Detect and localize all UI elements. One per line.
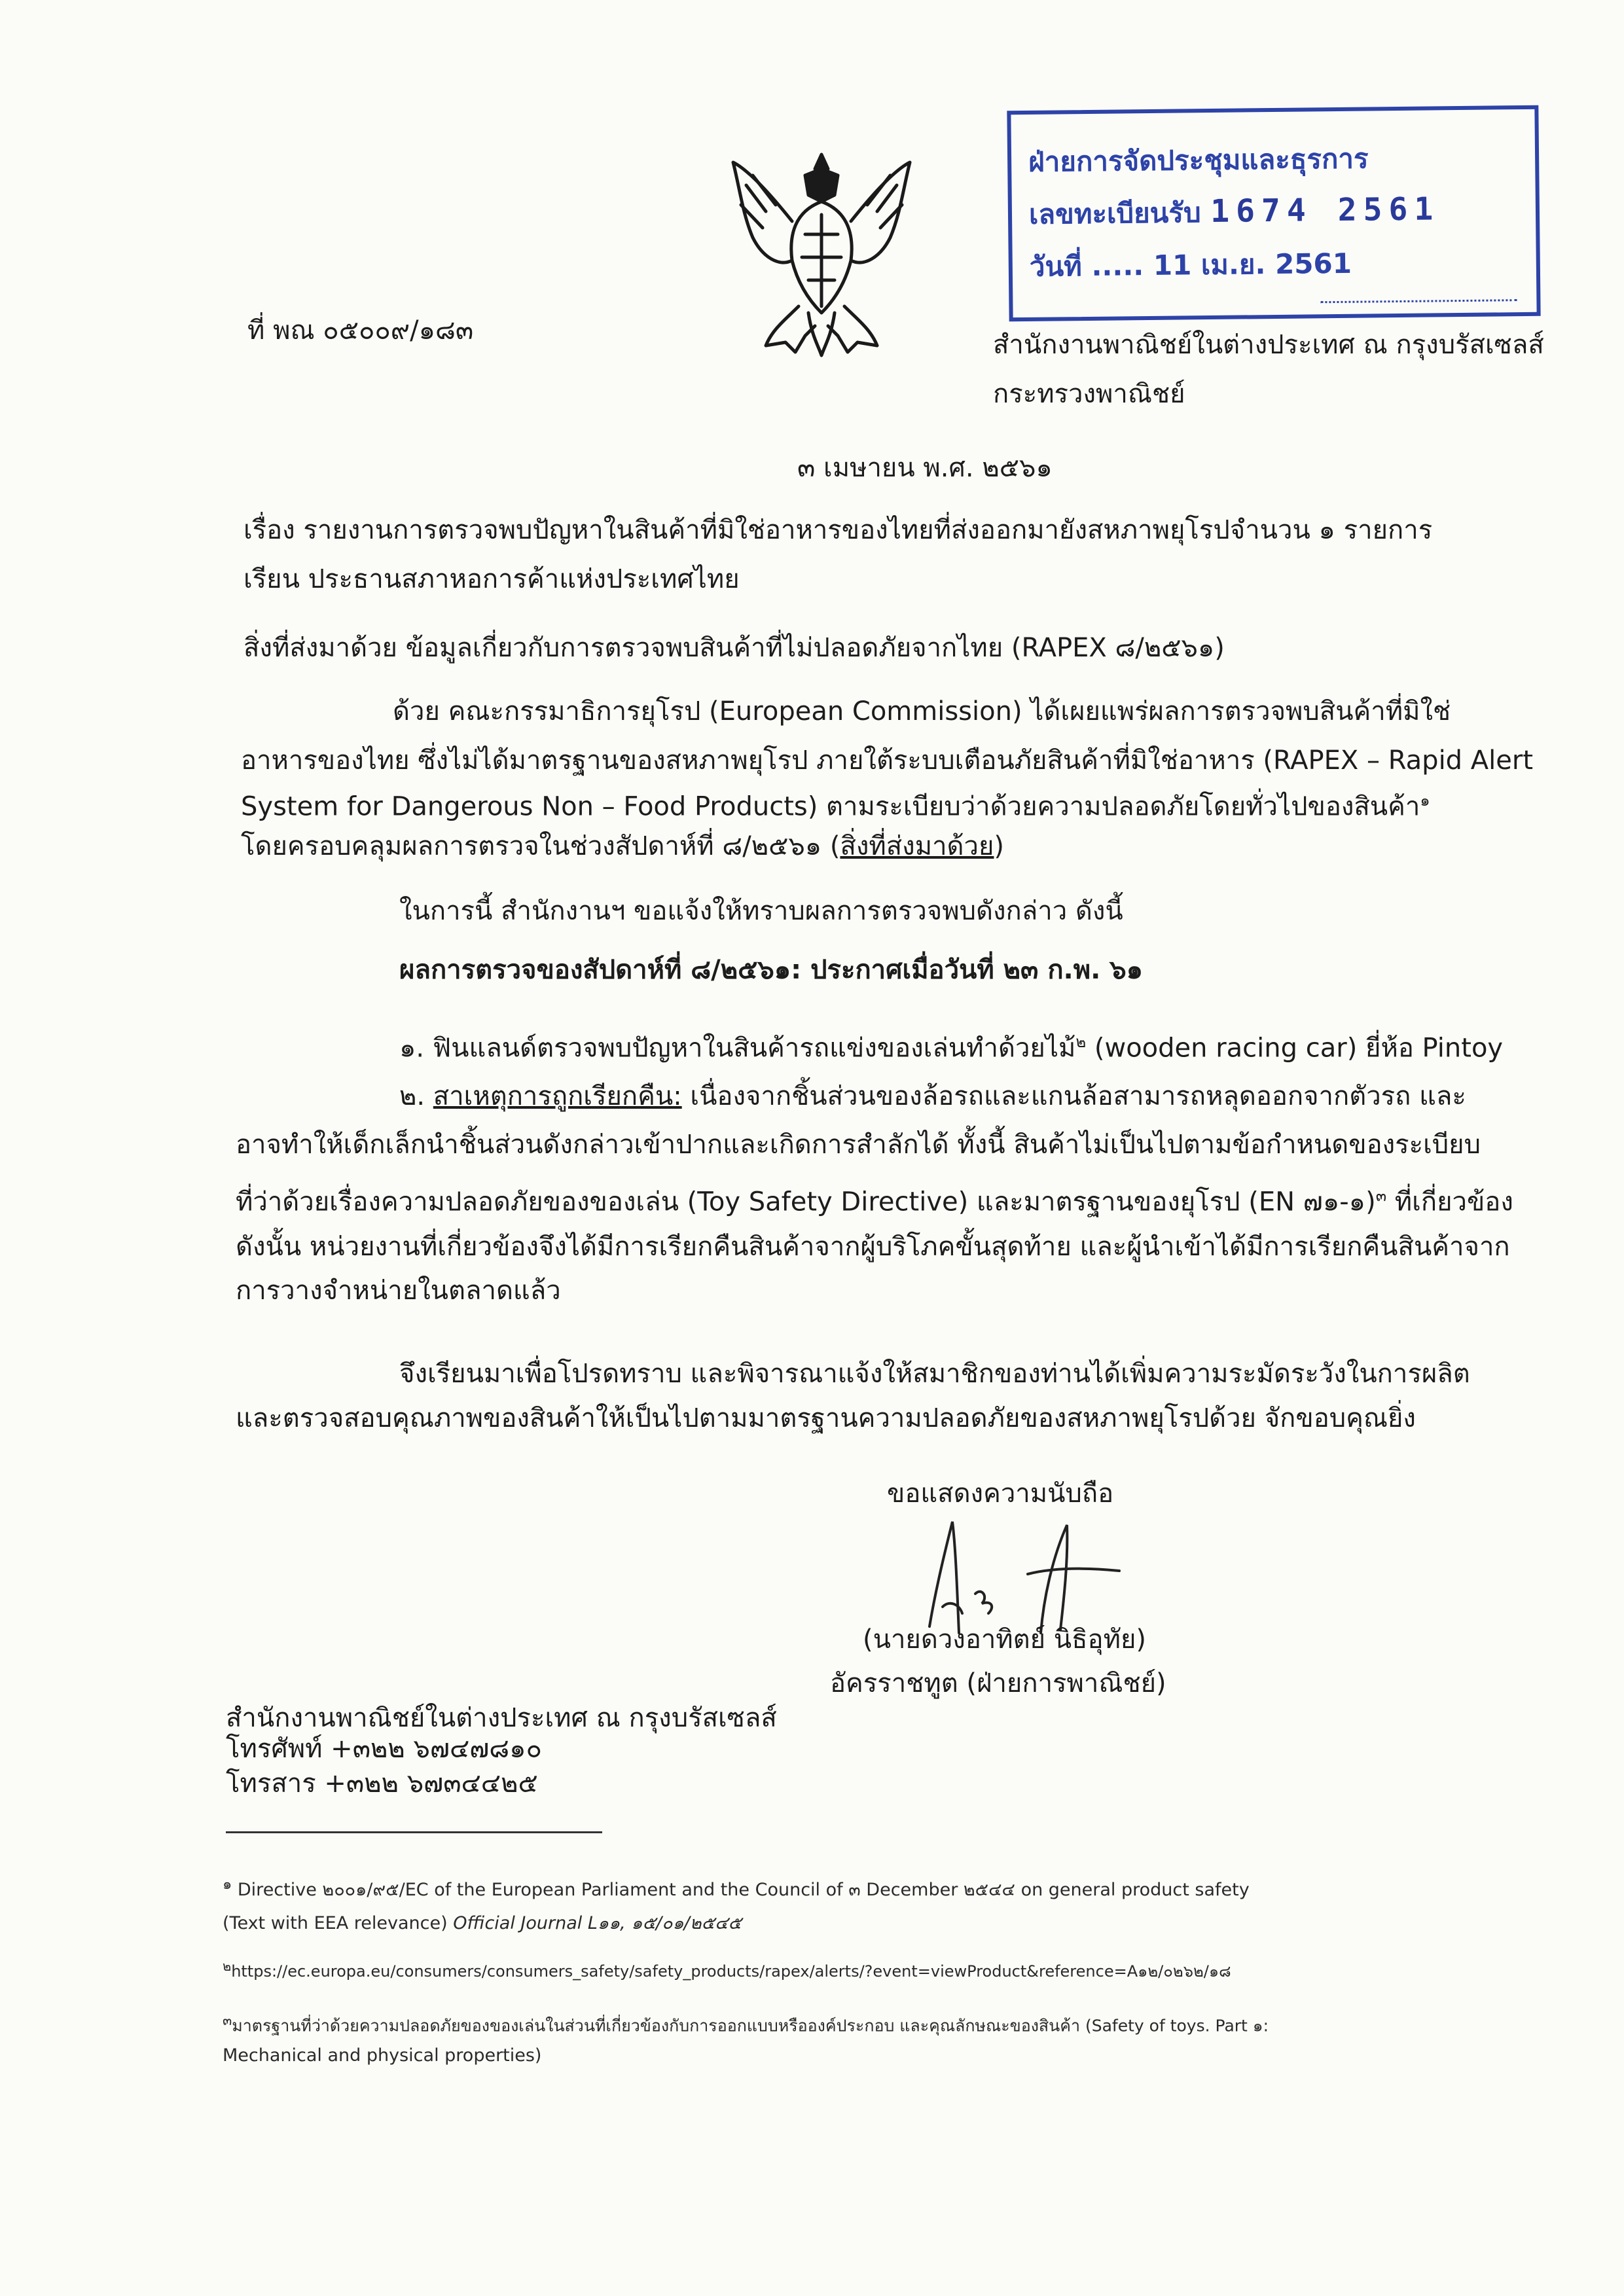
footnote-1-mark: ๑ xyxy=(223,1876,232,1893)
stamp-department: ฝ่ายการจัดประชุมและธุรการ xyxy=(1028,142,1369,178)
footnote-1-line-2 xyxy=(223,1911,742,1936)
paragraph-1-line-4-close: ) xyxy=(994,831,1005,861)
footnote-ref-2: ๒ xyxy=(1075,1033,1087,1051)
item-1-product: (wooden racing car) ยี่ห้อ Pintoy xyxy=(1086,1033,1504,1064)
stamp-registration-label: เลขทะเบียนรับ xyxy=(1028,196,1201,230)
letter-date: ๓ เมษายน พ.ศ. ๒๕๖๑ xyxy=(797,453,1053,483)
contact-office: สำนักงานพาณิชย์ในต่างประเทศ ณ กรุงบรัสเซลส์ xyxy=(226,1703,777,1733)
recipient-line: เรียน ประธานสภาหอการค้าแห่งประเทศไทย xyxy=(244,564,740,594)
footnote-ref-1: ๑ xyxy=(1420,791,1430,810)
closing-salutation: ขอแสดงความนับถือ xyxy=(887,1479,1114,1509)
footnote-divider xyxy=(226,1831,602,1833)
footnote-1-line-2-text: (Text with EEA relevance) xyxy=(223,1913,454,1933)
footnote-1-line-1 xyxy=(223,1872,1250,1903)
contact-phone: โทรศัพท์ +๓๒๒ ๖๗๔๗๘๑๐ xyxy=(226,1734,542,1764)
stamp-dotted-line xyxy=(1320,299,1517,303)
sender-ministry: กระทรวงพาณิชย์ xyxy=(993,379,1185,409)
week-results-heading: ผลการตรวจของสัปดาห์ที่ ๘/๒๕๖๑: ประกาศเมื่อวันที่ ๒๓ ก.พ. ๖๑ xyxy=(399,955,1143,985)
attachment-reference: สิ่งที่ส่งมาด้วย xyxy=(840,831,994,861)
item-2-line-5: การวางจำหน่ายในตลาดแล้ว xyxy=(236,1276,561,1306)
footnote-3-line-2: Mechanical and physical properties) xyxy=(223,2045,542,2066)
footnote-1-text: Directive ๒๐๐๑/๙๕/EC of the European Parliament and the Council of ๓ December ๒๕๔๔ on general product safety xyxy=(237,1880,1250,1900)
signatory-name: (นายดวงอาทิตย์ นิธิอุทัย) xyxy=(863,1624,1146,1655)
footnote-2-url: https://ec.europa.eu/consumers/consumers_safety/safety_products/rapex/alerts/?event=viewProduct&reference=A๑๒/๐๒๖๒/๑๘ xyxy=(231,1962,1231,1981)
item-2-line-3-text: ที่ว่าด้วยเรื่องความปลอดภัยของของเล่น (Toy Safety Directive) และมาตรฐานของยุโรป (EN ๗๑-๑) xyxy=(236,1187,1376,1217)
item-2-line-1-text: เนื่องจากชิ้นส่วนของล้อรถและแกนล้อสามารถหลุดออกจากตัวรถ และ xyxy=(681,1081,1466,1111)
body-paragraph-2: ในการนี้ สำนักงานฯ ขอแจ้งให้ทราบผลการตรวจพบดังกล่าว ดังนี้ xyxy=(399,896,1123,926)
body-paragraph-1-line-3 xyxy=(241,783,1430,824)
footnote-3-mark: ๓ xyxy=(223,2013,232,2028)
receipt-stamp xyxy=(1007,105,1540,321)
item-2-line-4: ดังนั้น หน่วยงานที่เกี่ยวข้องจึงได้มีการเรียกคืนสินค้าจากผู้บริโภคขั้นสุดท้าย และผู้นำเข้าได้มีการเรียกคืนสินค้าจาก xyxy=(236,1232,1510,1262)
body-paragraph-1-line-2: อาหารของไทย ซึ่งไม่ได้มาตรฐานของสหภาพยุโรป ภายใต้ระบบเตือนภัยสินค้าที่มิใช่อาหาร (RAPEX – Rapid Alert xyxy=(241,745,1534,776)
footnote-1-journal: Official Journal xyxy=(453,1913,583,1933)
paragraph-1-line-4-text: โดยครอบคลุมผลการตรวจในช่วงสัปดาห์ที่ ๘/๒๕๖๑ ( xyxy=(241,831,840,861)
garuda-emblem-icon xyxy=(727,149,916,359)
item-1-text: ๑. ฟินแลนด์ตรวจพบปัญหาในสินค้ารถแข่งของเล่นทำด้วยไม้ xyxy=(399,1033,1076,1064)
closing-paragraph-line-2: และตรวจสอบคุณภาพของสินค้าให้เป็นไปตามมาตรฐานความปลอดภัยของสหภาพยุโรปด้วย จักขอบคุณยิ่ง xyxy=(236,1403,1416,1433)
sender-office: สำนักงานพาณิชย์ในต่างประเทศ ณ กรุงบรัสเซลส์ xyxy=(993,330,1544,360)
item-2-line-1 xyxy=(399,1079,1466,1114)
paragraph-1-line-3-text: System for Dangerous Non – Food Products) ตามระเบียบว่าด้วยความปลอดภัยโดยทั่วไปของสินค้า xyxy=(241,791,1420,822)
footnote-3-text: มาตรฐานที่ว่าด้วยความปลอดภัยของของเล่นในส่วนที่เกี่ยวข้องกับการออกแบบหรือองค์ประกอบ และคุณลักษณะของสินค้า (Safety of toys. Part ๑: xyxy=(232,2016,1269,2036)
stamp-date: วันที่ ..... 11 เม.ย. 2561 xyxy=(1029,247,1352,283)
item-2-line-3-end: ที่เกี่ยวข้อง xyxy=(1386,1187,1513,1217)
stamp-registration xyxy=(1029,188,1440,236)
body-paragraph-1-line-1: ด้วย คณะกรรมาธิการยุโรป (European Commission) ได้เผยแพร่ผลการตรวจพบสินค้าที่มิใช่ xyxy=(393,696,1451,726)
closing-paragraph-line-1: จึงเรียนมาเพื่อโปรดทราบ และพิจารณาแจ้งให้สมาชิกของท่านได้เพิ่มความระมัดระวังในการผลิต xyxy=(399,1359,1470,1389)
item-2-number: ๒. xyxy=(399,1081,433,1111)
footnote-ref-3: ๓ xyxy=(1375,1187,1387,1205)
body-paragraph-1-line-4 xyxy=(241,829,1004,864)
recall-reason-heading: สาเหตุการถูกเรียกคืน: xyxy=(433,1081,682,1111)
footnote-1-journal-ref: L๑๑, ๑๕/๐๑/๒๕๔๕ xyxy=(582,1913,742,1933)
contact-fax: โทรสาร +๓๒๒ ๖๗๓๔๔๒๕ xyxy=(226,1768,538,1799)
footnote-2-mark: ๒ xyxy=(223,1958,232,1974)
attachment-line: สิ่งที่ส่งมาด้วย ข้อมูลเกี่ยวกับการตรวจพบสินค้าที่ไม่ปลอดภัยจากไทย (RAPEX ๘/๒๕๖๑) xyxy=(244,633,1225,663)
item-1 xyxy=(399,1024,1503,1066)
item-2-line-2: อาจทำให้เด็กเล็กนำชิ้นส่วนดังกล่าวเข้าปากและเกิดการสำลักได้ ทั้งนี้ สินค้าไม่เป็นไปตามข้อกำหนดของระเบียบ xyxy=(236,1130,1481,1160)
signatory-title: อัครราชทูต (ฝ่ายการพาณิชย์) xyxy=(830,1668,1166,1698)
footnote-2 xyxy=(223,1954,1231,1984)
footnote-3-line-1 xyxy=(223,2008,1269,2038)
signature-icon xyxy=(897,1509,1132,1640)
stamp-registration-number: 1674 2561 xyxy=(1210,190,1440,230)
subject-line: เรื่อง รายงานการตรวจพบปัญหาในสินค้าที่มิใช่อาหารของไทยที่ส่งออกมายังสหภาพยุโรปจำนวน ๑ รายการ xyxy=(244,515,1433,545)
item-2-line-3 xyxy=(236,1178,1513,1219)
document-number: ที่ พณ ๐๕๐๐๙/๑๘๓ xyxy=(247,315,474,346)
